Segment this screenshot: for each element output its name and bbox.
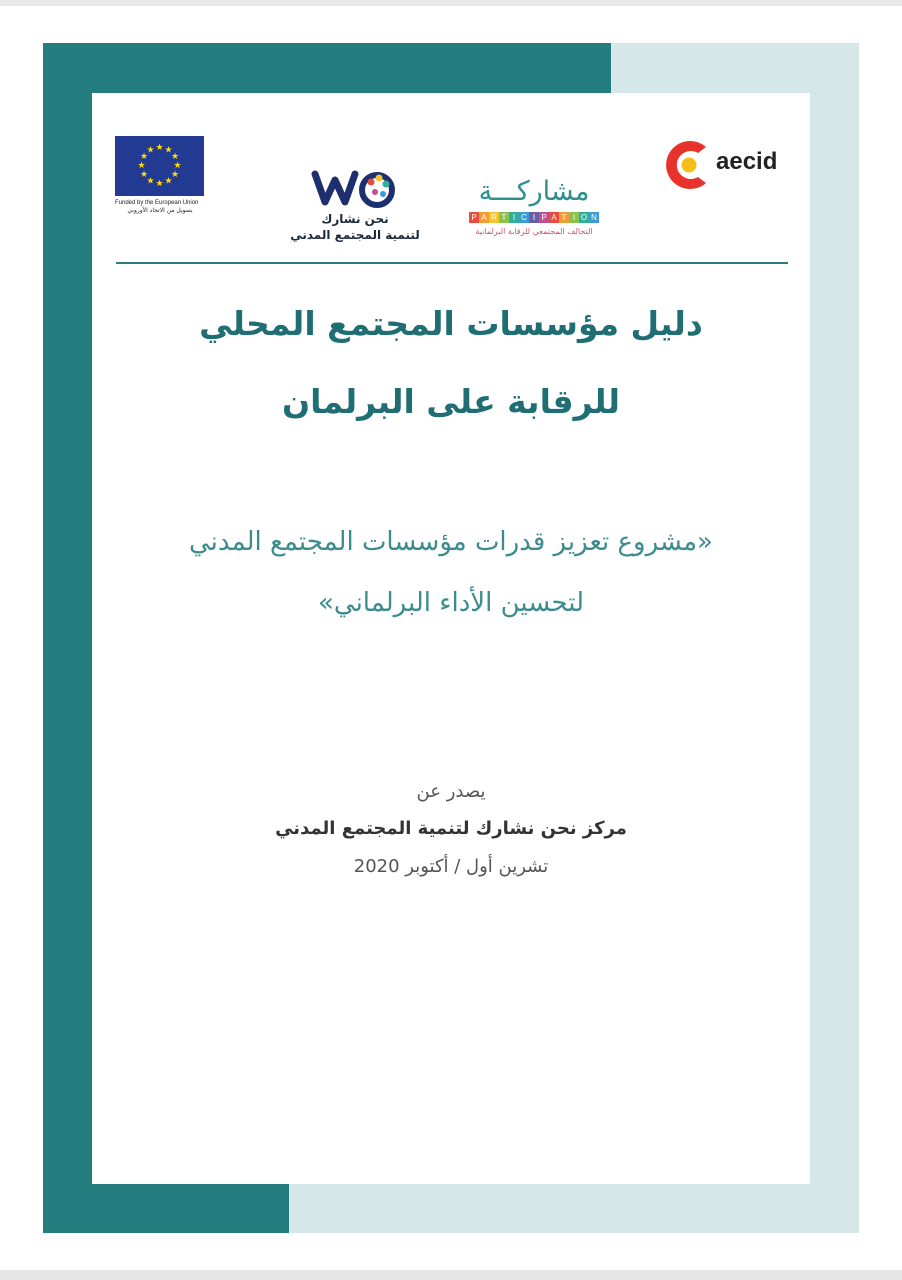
participation-letter: C — [519, 212, 529, 223]
participation-letter: I — [569, 212, 579, 223]
project-subtitle-line1: «مشروع تعزيز قدرات مؤسسات المجتمع المدني — [189, 527, 713, 557]
svg-text:★: ★ — [173, 161, 182, 171]
svg-text:★: ★ — [164, 145, 173, 156]
eu-flag-icon — [115, 136, 204, 196]
cover-frame-dark-left — [43, 43, 92, 1233]
participation-letter: T — [559, 212, 569, 223]
svg-text:★: ★ — [170, 152, 180, 162]
aecid-logo — [660, 134, 794, 196]
svg-text:★: ★ — [170, 170, 180, 180]
participation-letter: I — [509, 212, 519, 223]
participation-letter: O — [580, 213, 588, 222]
svg-text:★: ★ — [164, 176, 173, 187]
bottom-edge — [0, 1270, 902, 1280]
svg-text:★: ★ — [146, 176, 155, 187]
we-logo-line2: لتنمية المجتمع المدني — [290, 228, 420, 242]
participation-letter: I — [529, 212, 539, 223]
svg-text:★: ★ — [155, 179, 164, 189]
aecid-mark-icon — [660, 134, 716, 196]
eu-logo — [115, 136, 205, 214]
svg-text:★: ★ — [139, 152, 149, 162]
svg-text:★: ★ — [137, 161, 146, 171]
aecid-wordmark: aecid — [716, 148, 778, 175]
cover-frame-dark-bottom — [43, 1184, 289, 1233]
project-subtitle-line2: لتحسين الأداء البرلماني» — [317, 588, 585, 618]
top-edge — [0, 0, 902, 6]
header-divider — [116, 262, 788, 264]
participation-letter: P — [539, 212, 549, 223]
publication-date: تشرين أول / أكتوبر 2020 — [353, 856, 549, 877]
participation-letter: P — [469, 212, 479, 223]
musharaka-subtitle: التحالف المجتمعي للرقابة البرلمانية — [475, 227, 593, 236]
musharaka-logo — [458, 176, 610, 236]
participation-letter: R — [489, 212, 499, 223]
we-logo-line1: نحن نشارك — [321, 212, 389, 226]
participation-letter: A — [549, 212, 559, 223]
issued-by-label: يصدر عن — [416, 781, 486, 802]
participation-letter: T — [499, 212, 509, 223]
participation-letter: A — [479, 212, 489, 223]
cover-frame-dark-top — [43, 43, 611, 93]
main-title-line2: للرقابة على البرلمان — [282, 382, 620, 421]
svg-text:★: ★ — [139, 170, 149, 180]
eu-caption-ar: بتمويل من الاتحاد الأوروبي — [127, 207, 193, 214]
cover-panel — [92, 93, 810, 1184]
we-participate-logo — [286, 168, 424, 242]
eu-caption-en: Funded by the European Union — [115, 200, 199, 206]
main-title-line1: دليل مؤسسات المجتمع المحلي — [199, 304, 703, 343]
musharaka-name: مشاركـــة — [478, 176, 590, 207]
participation-strip — [458, 212, 610, 223]
participation-letter: N — [589, 212, 599, 223]
we-logo-icon — [305, 168, 405, 210]
svg-text:★: ★ — [155, 143, 164, 153]
publisher-organization: مركز نحن نشارك لتنمية المجتمع المدني — [275, 818, 627, 839]
svg-text:★: ★ — [146, 145, 155, 156]
